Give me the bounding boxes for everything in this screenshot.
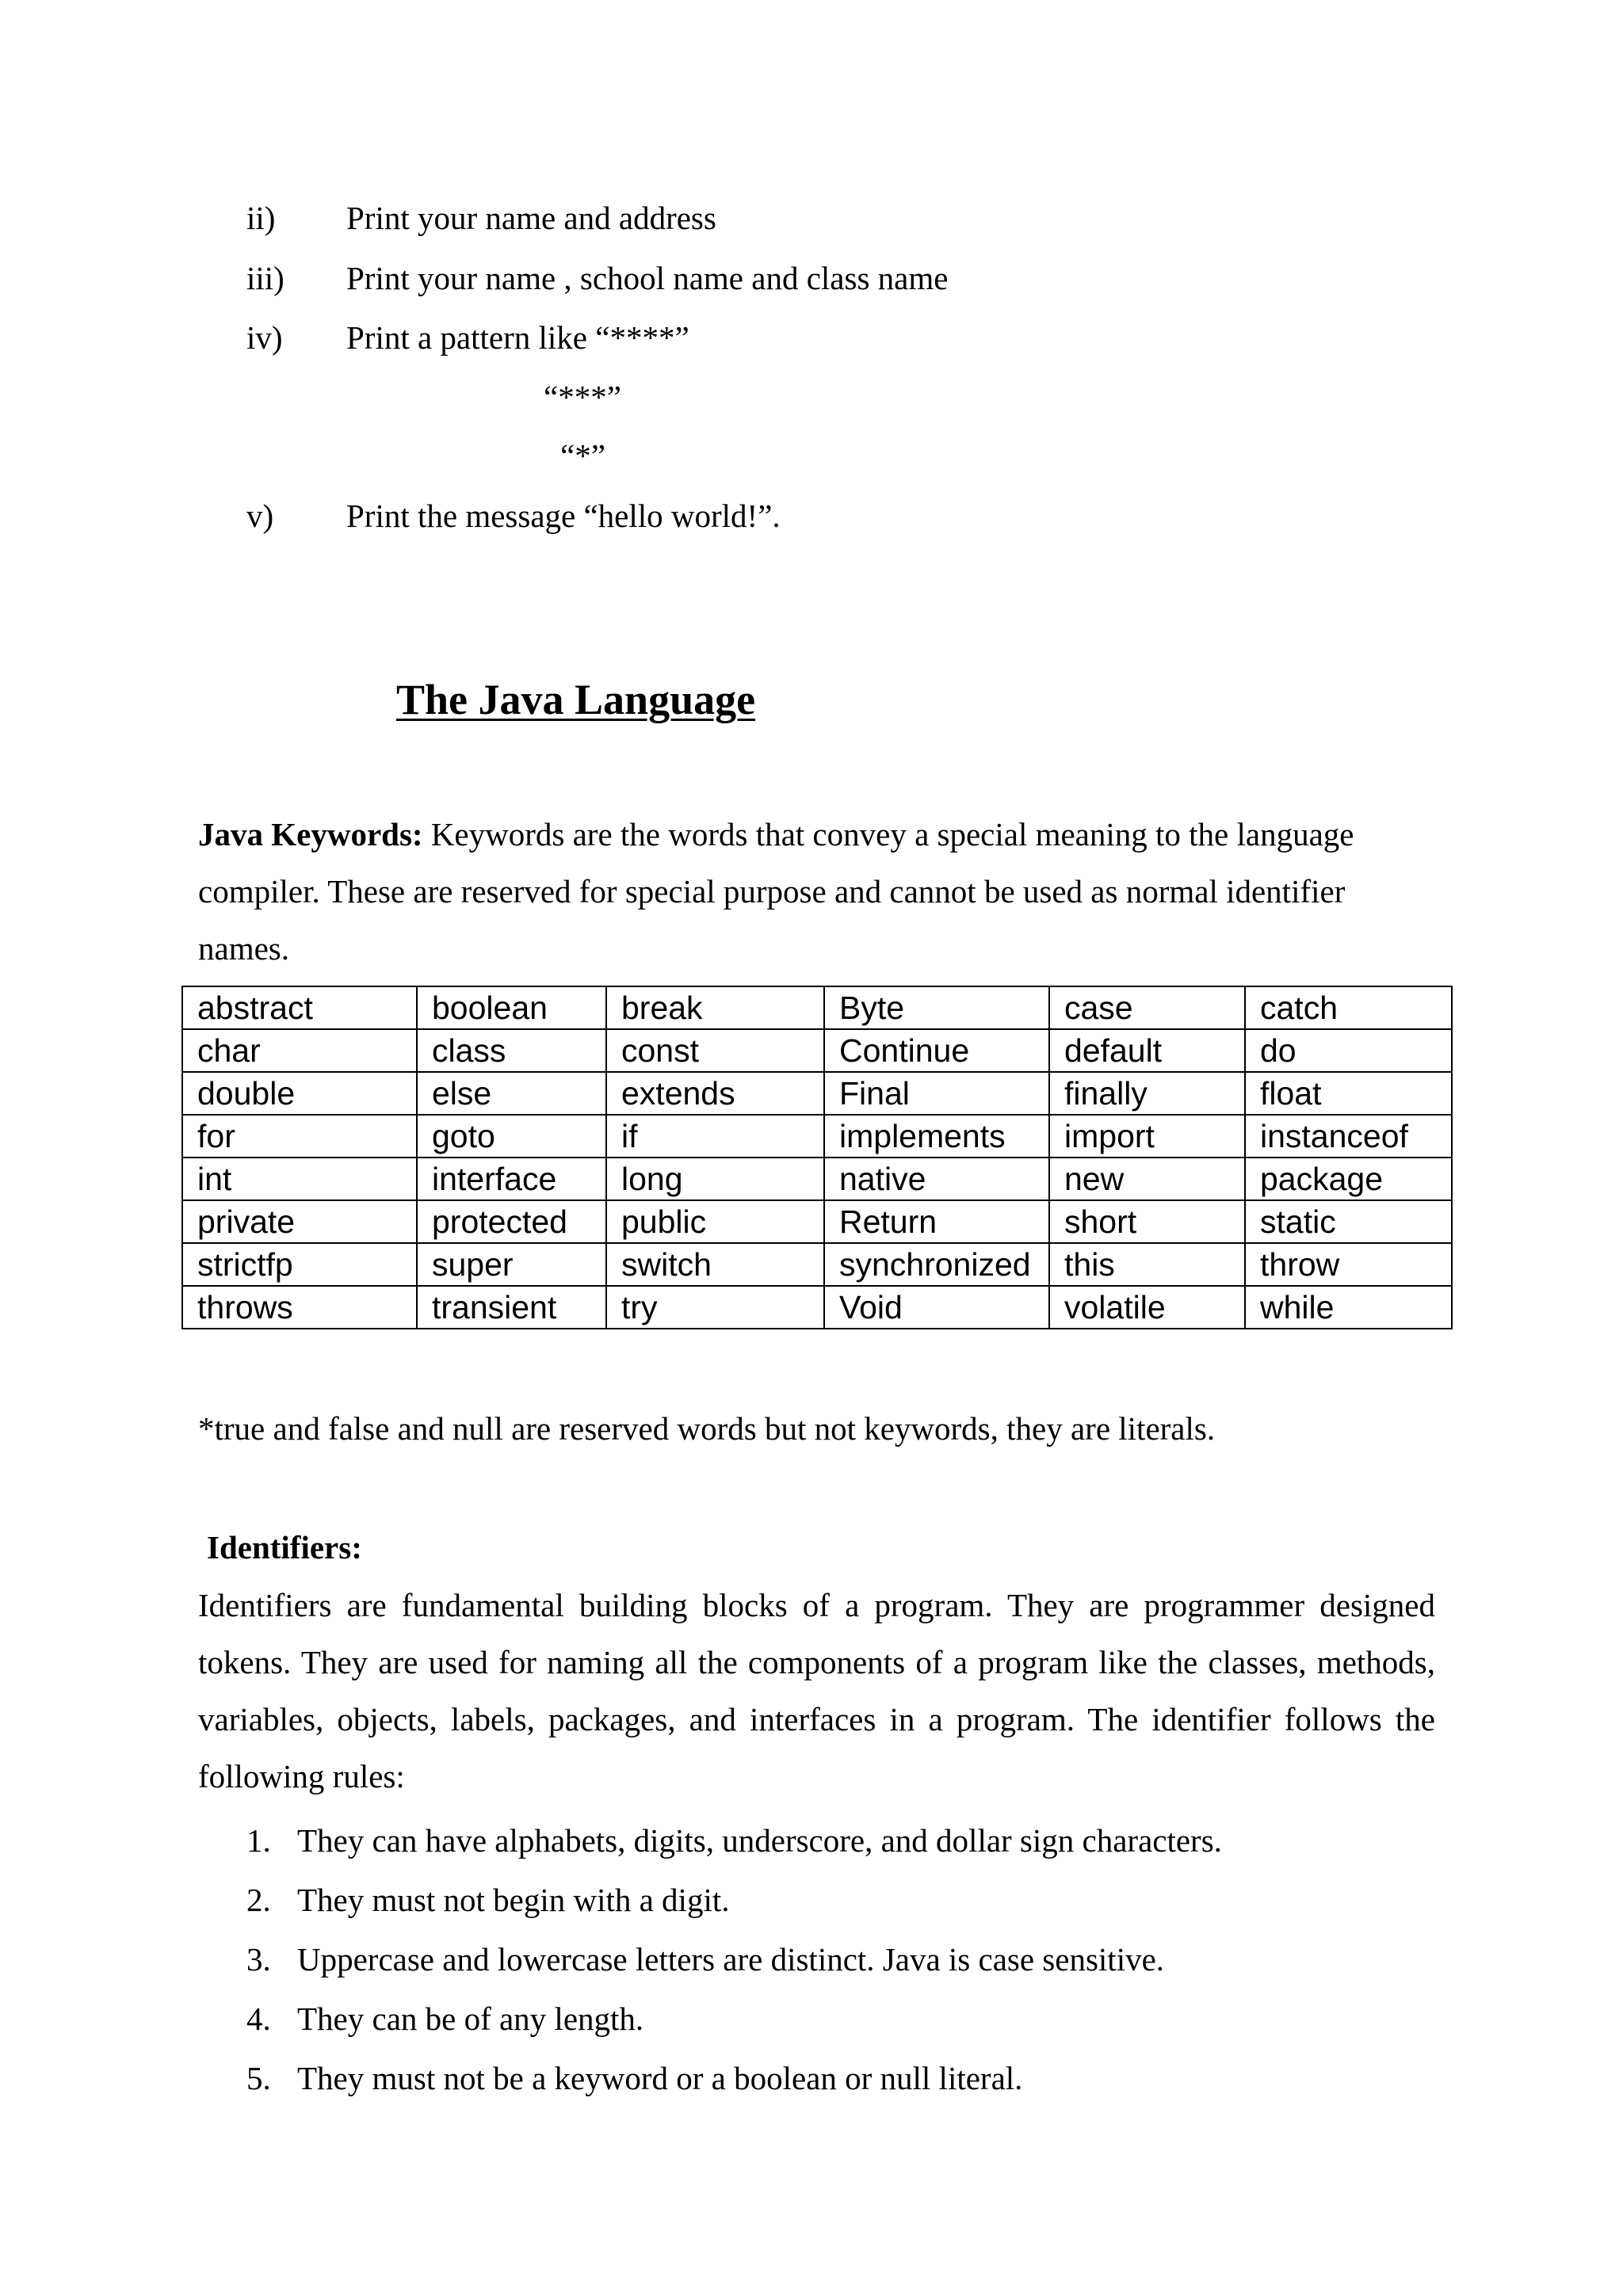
keyword-cell: synchronized bbox=[824, 1243, 1049, 1286]
keyword-cell: break bbox=[606, 986, 824, 1029]
rule-number: 5. bbox=[246, 2060, 271, 2096]
keyword-cell: goto bbox=[417, 1115, 606, 1158]
keyword-cell: Void bbox=[824, 1286, 1049, 1329]
keyword-cell: try bbox=[606, 1286, 824, 1329]
keyword-cell: extends bbox=[606, 1072, 824, 1115]
paragraph-line: tokens. They are used for naming all the components of a program like the classes, methods, bbox=[198, 1644, 1435, 1680]
rule-number: 1. bbox=[246, 1822, 271, 1859]
rule-text: They must not begin with a digit. bbox=[297, 1882, 730, 1918]
keyword-cell: this bbox=[1049, 1243, 1245, 1286]
keyword-cell: class bbox=[417, 1029, 606, 1072]
keywords-table bbox=[181, 986, 1453, 1329]
keyword-cell: volatile bbox=[1049, 1286, 1245, 1329]
literals-note: *true and false and null are reserved words but not keywords, they are literals. bbox=[198, 1410, 1216, 1447]
keywords-text: compiler. These are reserved for special purpose and cannot be used as normal identifier bbox=[198, 873, 1346, 910]
keyword-cell: Final bbox=[824, 1072, 1049, 1115]
table-row bbox=[182, 1115, 1452, 1158]
table-row bbox=[182, 1072, 1452, 1115]
list-item-text: Print your name , school name and class name bbox=[346, 260, 949, 296]
table-row bbox=[182, 1200, 1452, 1243]
list-item-text: Print a pattern like “****” bbox=[346, 319, 689, 356]
section-title: The Java Language bbox=[396, 676, 756, 723]
keyword-cell: import bbox=[1049, 1115, 1245, 1158]
rule-number: 2. bbox=[246, 1882, 271, 1918]
keyword-cell: package bbox=[1245, 1158, 1452, 1200]
table-row bbox=[182, 1286, 1452, 1329]
keywords-text: Keywords are the words that convey a special meaning to the language bbox=[422, 816, 1354, 852]
keyword-cell: const bbox=[606, 1029, 824, 1072]
keyword-cell: super bbox=[417, 1243, 606, 1286]
list-marker: iii) bbox=[246, 260, 285, 296]
pattern-line: “*” bbox=[560, 437, 605, 474]
keyword-cell: char bbox=[182, 1029, 417, 1072]
keyword-cell: native bbox=[824, 1158, 1049, 1200]
keyword-cell: Continue bbox=[824, 1029, 1049, 1072]
keyword-cell: case bbox=[1049, 986, 1245, 1029]
list-marker: iv) bbox=[246, 319, 283, 356]
keyword-cell: implements bbox=[824, 1115, 1049, 1158]
keyword-cell: long bbox=[606, 1158, 824, 1200]
table-row bbox=[182, 986, 1452, 1029]
keywords-paragraph bbox=[198, 806, 1434, 977]
rule-text: They must not be a keyword or a boolean or null literal. bbox=[297, 2060, 1023, 2096]
keyword-cell: interface bbox=[417, 1158, 606, 1200]
keyword-cell: strictfp bbox=[182, 1243, 417, 1286]
keyword-cell: new bbox=[1049, 1158, 1245, 1200]
keyword-cell: while bbox=[1245, 1286, 1452, 1329]
identifiers-paragraph bbox=[198, 1577, 1435, 1805]
keyword-cell: catch bbox=[1245, 986, 1452, 1029]
list-marker: v) bbox=[246, 498, 274, 534]
table-row bbox=[182, 1029, 1452, 1072]
table-row bbox=[182, 1158, 1452, 1200]
keyword-cell: double bbox=[182, 1072, 417, 1115]
rule-number: 3. bbox=[246, 1941, 271, 1978]
keyword-cell: protected bbox=[417, 1200, 606, 1243]
identifiers-heading: Identifiers: bbox=[207, 1529, 362, 1566]
list-item-text: Print the message “hello world!”. bbox=[346, 498, 781, 534]
keyword-cell: if bbox=[606, 1115, 824, 1158]
keyword-cell: instanceof bbox=[1245, 1115, 1452, 1158]
rule-text: Uppercase and lowercase letters are distinct. Java is case sensitive. bbox=[297, 1941, 1165, 1978]
keyword-cell: for bbox=[182, 1115, 417, 1158]
table-row bbox=[182, 1243, 1452, 1286]
keyword-cell: default bbox=[1049, 1029, 1245, 1072]
keyword-cell: boolean bbox=[417, 986, 606, 1029]
keyword-cell: switch bbox=[606, 1243, 824, 1286]
keywords-label: Java Keywords: bbox=[198, 816, 423, 852]
keyword-cell: int bbox=[182, 1158, 417, 1200]
keyword-cell: public bbox=[606, 1200, 824, 1243]
keywords-text: names. bbox=[198, 930, 289, 967]
list-marker: ii) bbox=[246, 200, 276, 236]
keyword-cell: do bbox=[1245, 1029, 1452, 1072]
paragraph-line: variables, objects, labels, packages, and interfaces in a program. The identifier follows the bbox=[198, 1701, 1435, 1737]
pattern-line: “***” bbox=[544, 379, 621, 415]
keyword-cell: throw bbox=[1245, 1243, 1452, 1286]
rule-number: 4. bbox=[246, 2000, 271, 2037]
keyword-cell: static bbox=[1245, 1200, 1452, 1243]
keyword-cell: Return bbox=[824, 1200, 1049, 1243]
keyword-cell: throws bbox=[182, 1286, 417, 1329]
keyword-cell: else bbox=[417, 1072, 606, 1115]
rule-text: They can be of any length. bbox=[297, 2000, 644, 2037]
keyword-cell: private bbox=[182, 1200, 417, 1243]
keyword-cell: Byte bbox=[824, 986, 1049, 1029]
keyword-cell: finally bbox=[1049, 1072, 1245, 1115]
list-item-text: Print your name and address bbox=[346, 200, 716, 236]
keyword-cell: transient bbox=[417, 1286, 606, 1329]
rule-text: They can have alphabets, digits, underscore, and dollar sign characters. bbox=[297, 1822, 1222, 1859]
paragraph-line: following rules: bbox=[198, 1758, 405, 1794]
paragraph-line: Identifiers are fundamental building blocks of a program. They are programmer designed bbox=[198, 1587, 1435, 1623]
keyword-cell: float bbox=[1245, 1072, 1452, 1115]
keyword-cell: short bbox=[1049, 1200, 1245, 1243]
keyword-cell: abstract bbox=[182, 986, 417, 1029]
